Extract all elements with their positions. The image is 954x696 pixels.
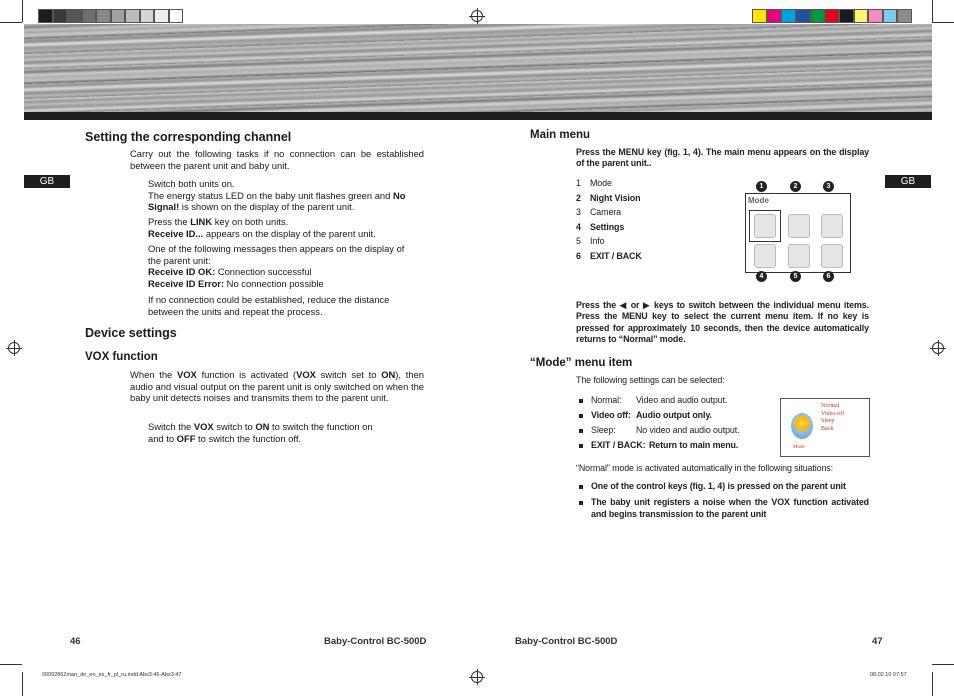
menu-item-label: Mode xyxy=(590,178,612,188)
color-swatch xyxy=(810,9,825,23)
main-menu-list xyxy=(576,178,726,265)
channel-step-1a: Switch both units on. xyxy=(148,178,235,189)
gray-swatch xyxy=(38,9,53,23)
mode-screen-item: Sleep xyxy=(821,418,835,424)
vox-inst-b3: OFF xyxy=(176,432,196,444)
link-key-text: LINK xyxy=(190,216,213,227)
menu-item-number: 5 xyxy=(576,236,581,246)
no-signal-text: No Signal! xyxy=(148,189,406,213)
baby-mode-icon xyxy=(791,413,813,439)
mode-option-text: Return to main menu. xyxy=(649,439,739,450)
color-swatch xyxy=(752,9,767,23)
night-vision-icon xyxy=(788,214,810,238)
vox-heading: VOX function xyxy=(85,351,158,363)
channel-step-2a: Press the xyxy=(148,216,191,227)
crop-mark xyxy=(932,664,954,665)
channel-heading: Setting the corresponding channel xyxy=(85,130,292,144)
vox-desc-c: switch set to xyxy=(315,369,382,380)
vox-desc-b: function is activated ( xyxy=(196,369,297,380)
main-menu-heading: Main menu xyxy=(530,129,591,141)
crop-mark xyxy=(22,672,23,696)
screen-mode-label: Mode xyxy=(748,196,769,205)
print-date: 08.02.10 07:57 xyxy=(870,672,907,678)
channel-intro: Carry out the following tasks if no connection can be established between the parent unit and baby unit. xyxy=(130,148,424,171)
menu-item-label: EXIT / BACK xyxy=(590,250,642,261)
mode-icon xyxy=(754,214,776,238)
mode-options-list xyxy=(576,395,776,455)
callout-2: 2 xyxy=(790,181,801,192)
menu-item-label: Night Vision xyxy=(590,192,641,203)
color-swatch xyxy=(825,9,840,23)
menu-item-label: Camera xyxy=(590,207,621,217)
mode-option-label: Sleep: xyxy=(591,424,616,435)
info-icon xyxy=(788,244,810,268)
right-arrow-icon: ▶ xyxy=(642,300,651,310)
language-tab-left: GB xyxy=(24,175,70,188)
channel-step-2b: key on both units. xyxy=(212,216,289,227)
receive-ok-label: Receive ID OK: xyxy=(148,266,216,278)
gray-swatch xyxy=(82,9,97,23)
normal-mode-situation: One of the control keys (fig. 1, 4) is pressed on the parent unit xyxy=(576,481,869,492)
mode-screen-items xyxy=(821,403,844,433)
nav-or: or xyxy=(627,300,643,310)
camera-icon xyxy=(821,214,843,238)
vox-inst-a: Switch the xyxy=(148,421,194,432)
vox-desc-a: When the xyxy=(130,369,178,380)
color-swatch xyxy=(854,9,869,23)
mode-screen-item: Normal xyxy=(821,403,840,409)
nav-a: Press the xyxy=(576,300,620,310)
mode-option xyxy=(576,425,776,436)
crop-mark xyxy=(932,0,933,22)
header-bar xyxy=(24,112,932,120)
mode-option-text: Video and audio output. xyxy=(636,395,728,405)
main-menu-intro-a: Press the xyxy=(576,147,619,157)
vox-desc-d: ), then audio and visual output on the parent unit is only switched on when the baby unit detects noises and transmits them to the parent unit. xyxy=(130,369,425,404)
nav-menu-key: MENU xyxy=(621,311,648,322)
gray-swatch xyxy=(140,9,155,23)
crop-mark xyxy=(0,22,22,23)
crop-mark xyxy=(22,0,23,22)
mode-option xyxy=(576,395,776,406)
menu-key-text: MENU xyxy=(618,147,645,157)
vox-instructions xyxy=(148,421,424,444)
callout-6: 6 xyxy=(823,271,834,282)
mode-option-text: No video and audio output. xyxy=(636,424,740,435)
mode-item-intro: The following settings can be selected: xyxy=(576,375,725,385)
color-swatch xyxy=(767,9,782,23)
nav-b: keys to switch between the individual menu items. Press the xyxy=(576,300,869,322)
main-menu-item xyxy=(576,236,726,251)
vox-desc-b3: ON xyxy=(381,369,396,380)
menu-item-number: 3 xyxy=(576,207,581,217)
main-menu-item xyxy=(576,178,726,193)
mode-option-label: EXIT / BACK: xyxy=(591,439,646,450)
product-name-right: Baby-Control BC-500D xyxy=(515,636,618,647)
exit-icon xyxy=(821,244,843,268)
mode-option-label: Normal: xyxy=(591,395,622,405)
registration-mark-icon xyxy=(471,10,483,22)
main-menu-item xyxy=(576,222,726,237)
gray-swatch xyxy=(125,9,140,23)
gray-swatch xyxy=(111,9,126,23)
mode-screen-item: Back xyxy=(821,425,834,432)
gray-swatch xyxy=(154,9,169,23)
situations-list xyxy=(576,481,869,525)
callout-1: 1 xyxy=(756,181,767,192)
color-swatch xyxy=(897,9,912,23)
main-menu-intro xyxy=(576,147,869,170)
registration-mark-icon xyxy=(8,342,20,354)
vox-description xyxy=(130,369,424,404)
channel-step-2 xyxy=(148,216,424,239)
vox-desc-b2: VOX xyxy=(296,369,316,380)
mode-screen-item: Video-off xyxy=(821,410,845,417)
main-menu-item xyxy=(576,193,726,208)
color-swatch xyxy=(839,9,854,23)
gray-swatch xyxy=(96,9,111,23)
channel-step-3 xyxy=(148,243,418,289)
mode-option xyxy=(576,440,776,451)
gray-swatch xyxy=(169,9,184,23)
channel-step-2c: appears on the display of the parent unit. xyxy=(203,227,376,239)
callout-5: 5 xyxy=(790,271,801,282)
menu-item-label: Settings xyxy=(590,221,625,232)
channel-step-1 xyxy=(148,178,424,213)
color-swatch xyxy=(796,9,811,23)
gray-swatch xyxy=(53,9,68,23)
header-banner xyxy=(24,24,932,112)
color-swatch xyxy=(781,9,796,23)
vox-inst-b2: ON xyxy=(255,421,270,432)
mode-option xyxy=(576,410,776,421)
channel-step-3a: One of the following messages then appears on the display of the parent unit: xyxy=(148,243,405,266)
mode-screen-caption: Mode xyxy=(793,445,805,450)
left-arrow-icon: ◀ xyxy=(619,300,628,310)
page-number-right: 47 xyxy=(872,636,883,647)
settings-icon xyxy=(754,244,776,268)
menu-item-number: 4 xyxy=(576,221,581,232)
color-swatch xyxy=(868,9,883,23)
main-menu-navigation xyxy=(576,300,869,346)
normal-mode-situation: The baby unit registers a noise when the VOX function activated and begins transmission to the parent unit xyxy=(576,497,869,520)
main-menu-item xyxy=(576,207,726,222)
menu-item-number: 1 xyxy=(576,178,581,188)
grayscale-swatches xyxy=(38,9,183,23)
vox-inst-c: to switch the function on xyxy=(269,421,373,432)
main-menu-intro-b: key (fig. 1, 4). The main menu appears on the display of the parent unit.. xyxy=(576,147,869,169)
crop-mark xyxy=(932,22,954,23)
vox-inst-b1: VOX xyxy=(193,421,214,432)
menu-item-number: 6 xyxy=(576,250,581,261)
registration-mark-icon xyxy=(471,671,483,683)
channel-step-4: If no connection could be established, reduce the distance between the units and repeat the process. xyxy=(148,294,390,317)
channel-step-1b: The energy status LED on the baby unit flashes green and xyxy=(148,189,393,201)
menu-item-number: 2 xyxy=(576,192,581,203)
registration-mark-icon xyxy=(932,342,944,354)
menu-item-label: Info xyxy=(590,236,605,246)
mode-option-text: Audio output only. xyxy=(636,409,712,420)
callout-3: 3 xyxy=(823,181,834,192)
receive-error-label: Receive ID Error: xyxy=(148,277,225,289)
receive-ok-text: Connection successful xyxy=(215,266,312,278)
vox-inst-e: to switch the function off. xyxy=(195,432,302,444)
crop-mark xyxy=(0,664,22,665)
crop-mark xyxy=(932,672,933,696)
mode-option-label: Video off: xyxy=(591,409,631,420)
main-menu-screen xyxy=(745,193,851,273)
gray-swatch xyxy=(67,9,82,23)
receive-id-text: Receive ID... xyxy=(148,227,204,239)
vox-inst-d: and to xyxy=(148,432,177,444)
color-swatch xyxy=(883,9,898,23)
nav-c: key to select the current menu item. If no key is pressed for approximately 10 seconds, then the device automatically returns to “Normal” mode. xyxy=(576,311,869,345)
channel-step-1c: is shown on the display of the parent unit. xyxy=(179,201,355,213)
callout-4: 4 xyxy=(756,271,767,282)
receive-error-text: No connection possible xyxy=(224,277,324,289)
mode-menu-screen xyxy=(780,398,870,457)
process-color-swatches xyxy=(752,9,912,23)
main-menu-item xyxy=(576,251,726,266)
vox-desc-b1: VOX xyxy=(177,369,197,380)
normal-mode-intro: “Normal” mode is activated automatically in the following situations: xyxy=(576,463,834,473)
vox-inst-b: switch to xyxy=(213,421,256,432)
print-file-info: 00092862man_de_en_es_fr_pl_ru.indd Abs3:46-Abs3:47 xyxy=(42,672,182,678)
mode-item-heading: “Mode” menu item xyxy=(530,357,633,369)
page-number-left: 46 xyxy=(70,636,81,647)
device-settings-heading: Device settings xyxy=(85,326,177,340)
product-name-left: Baby-Control BC-500D xyxy=(324,636,427,647)
language-tab-right: GB xyxy=(885,175,931,188)
